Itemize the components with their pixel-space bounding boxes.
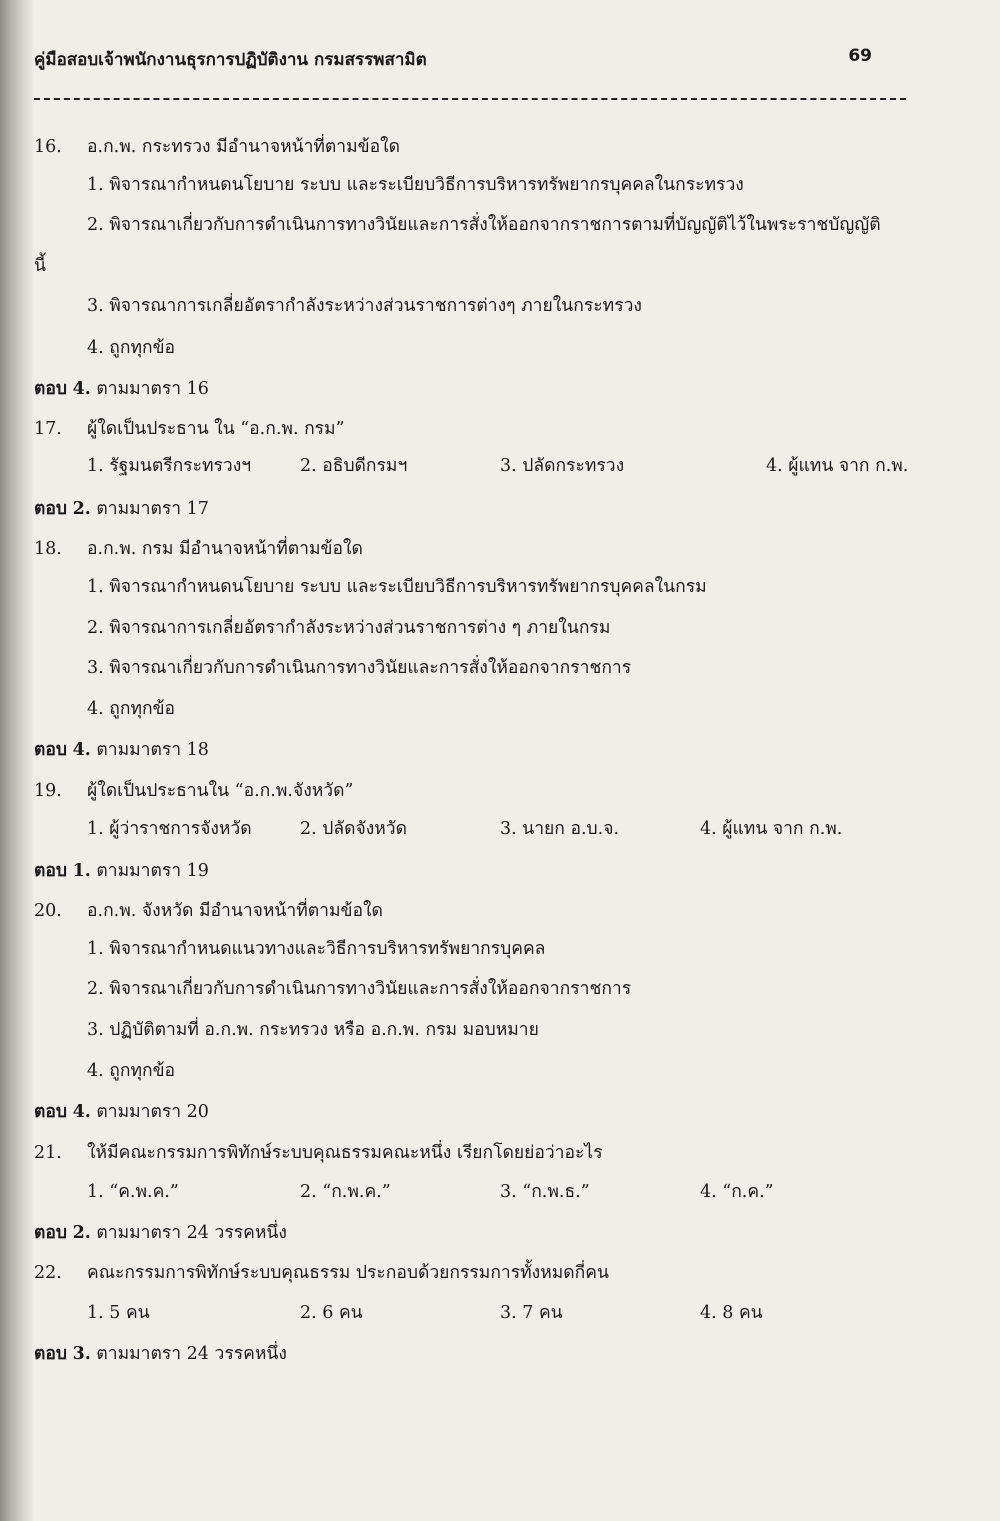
answer-line [34, 739, 209, 761]
option: 4. “ก.ค.” [700, 1182, 774, 1202]
answer-label: ตอบ [34, 499, 67, 519]
option: 1. 5 คน [87, 1303, 150, 1323]
option: 4. ผู้แทน จาก ก.พ. [700, 819, 843, 839]
answer-text: ตามมาตรา 17 [96, 499, 209, 519]
answer-label: ตอบ [34, 740, 67, 760]
option: 1. รัฐมนตรีกระทรวงฯ [87, 456, 252, 476]
option: 4. 8 คน [700, 1303, 763, 1323]
answer-line [34, 498, 209, 520]
option: 1. พิจารณากำหนดนโยบาย ระบบ และระเบียบวิธีการบริหารทรัพยากรบุคคลในกระทรวง [87, 175, 744, 195]
question-text: อ.ก.พ. จังหวัด มีอำนาจหน้าที่ตามข้อใด [87, 901, 383, 921]
option: 4. ถูกทุกข้อ [87, 338, 176, 358]
answer-label: ตอบ [34, 1344, 67, 1364]
option: 4. ถูกทุกข้อ [87, 1061, 176, 1081]
answer-number: 2. [72, 1223, 91, 1243]
option: 3. พิจารณาการเกลี่ยอัตรากำลังระหว่างส่วนราชการต่างๆ ภายในกระทรวง [87, 296, 642, 316]
option: 2. พิจารณาการเกลี่ยอัตรากำลังระหว่างส่วนราชการต่าง ๆ ภายในกรม [87, 618, 611, 638]
answer-text: ตามมาตรา 18 [96, 740, 209, 760]
answer-text: ตามมาตรา 19 [96, 861, 209, 881]
answer-number: 4. [72, 740, 91, 760]
question-text: อ.ก.พ. กรม มีอำนาจหน้าที่ตามข้อใด [87, 539, 363, 559]
answer-number: 3. [72, 1344, 91, 1364]
answer-line [34, 860, 209, 882]
answer-line [34, 378, 209, 400]
question-number: 20. [34, 901, 62, 921]
answer-number: 2. [72, 499, 91, 519]
answer-number: 1. [72, 861, 91, 881]
answer-label: ตอบ [34, 1223, 67, 1243]
answer-label: ตอบ [34, 861, 67, 881]
question-text: ผู้ใดเป็นประธานใน “อ.ก.พ.จังหวัด” [87, 781, 354, 801]
answer-label: ตอบ [34, 379, 67, 399]
answer-text: ตามมาตรา 16 [96, 379, 209, 399]
answer-text: ตามมาตรา 24 วรรคหนึ่ง [96, 1223, 287, 1243]
answer-number: 4. [72, 379, 91, 399]
question-text: ให้มีคณะกรรมการพิทักษ์ระบบคุณธรรมคณะหนึ่ง เรียกโดยย่อว่าอะไร [87, 1143, 603, 1163]
option: 3. พิจารณาเกี่ยวกับการดำเนินการทางวินัยและการสั่งให้ออกจากราชการ [87, 658, 632, 678]
question-number: 16. [34, 137, 62, 157]
question-number: 21. [34, 1143, 62, 1163]
option: 2. พิจารณาเกี่ยวกับการดำเนินการทางวินัยและการสั่งให้ออกจากราชการ [87, 979, 632, 999]
option: 3. ปลัดกระทรวง [500, 456, 625, 476]
option: 1. พิจารณากำหนดนโยบาย ระบบ และระเบียบวิธีการบริหารทรัพยากรบุคคลในกรม [87, 577, 707, 597]
answer-line [34, 1343, 287, 1365]
answer-label: ตอบ [34, 1102, 67, 1122]
answer-text: ตามมาตรา 20 [96, 1102, 209, 1122]
question-number: 17. [34, 419, 62, 439]
option: 1. “ค.พ.ค.” [87, 1182, 179, 1202]
question-number: 19. [34, 781, 62, 801]
option: 4. ผู้แทน จาก ก.พ. [766, 456, 909, 476]
option: 1. พิจารณากำหนดแนวทางและวิธีการบริหารทรัพยากรบุคคล [87, 939, 546, 959]
option: 4. ถูกทุกข้อ [87, 699, 176, 719]
option: 2. 6 คน [300, 1303, 363, 1323]
question-text: ผู้ใดเป็นประธาน ใน “อ.ก.พ. กรม” [87, 419, 345, 439]
option: 2. พิจารณาเกี่ยวกับการดำเนินการทางวินัยและการสั่งให้ออกจากราชการตามที่บัญญัติไว้ในพระราชบัญญัติ [87, 215, 881, 235]
option: 3. ปฏิบัติตามที่ อ.ก.พ. กระทรวง หรือ อ.ก.พ. กรม มอบหมาย [87, 1020, 539, 1040]
option-continuation: นี้ [34, 256, 46, 276]
option: 3. “ก.พ.ธ.” [500, 1182, 590, 1202]
answer-number: 4. [72, 1102, 91, 1122]
option: 2. อธิบดีกรมฯ [300, 456, 408, 476]
option: 2. ปลัดจังหวัด [300, 819, 407, 839]
page-header [34, 46, 872, 76]
header-dashed-rule [34, 98, 906, 100]
answer-line [34, 1222, 287, 1244]
page-number: 69 [848, 46, 872, 66]
option: 2. “ก.พ.ค.” [300, 1182, 391, 1202]
question-number: 22. [34, 1263, 62, 1283]
option: 1. ผู้ว่าราชการจังหวัด [87, 819, 252, 839]
question-text: คณะกรรมการพิทักษ์ระบบคุณธรรม ประกอบด้วยกรรมการทั้งหมดกี่คน [87, 1263, 609, 1283]
question-text: อ.ก.พ. กระทรวง มีอำนาจหน้าที่ตามข้อใด [87, 137, 401, 157]
answer-text: ตามมาตรา 24 วรรคหนึ่ง [96, 1344, 287, 1364]
option: 3. 7 คน [500, 1303, 563, 1323]
question-number: 18. [34, 539, 62, 559]
header-title: คู่มือสอบเจ้าพนักงานธุรการปฏิบัติงาน กรมสรรพสามิต [34, 50, 427, 70]
option: 3. นายก อ.บ.จ. [500, 819, 620, 839]
answer-line [34, 1101, 209, 1123]
